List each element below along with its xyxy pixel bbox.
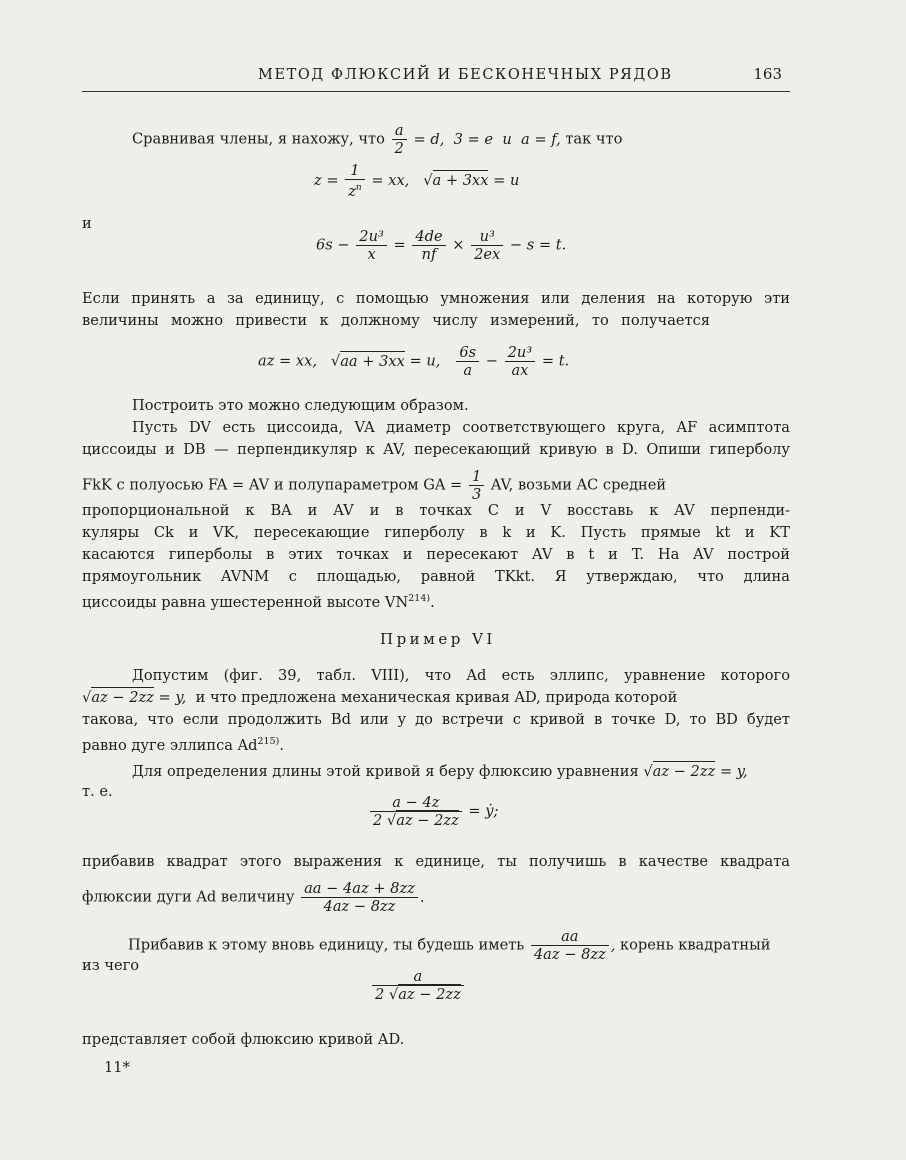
paragraph-ellipse-l1: Допустим (фиг. 39, табл. VIII), что Ad есть эллипс, уравнение которого <box>132 667 790 684</box>
paragraph-cissoid-l1: Пусть DV есть циссоида, VA диаметр соответствующего круга, AF асимптота <box>132 419 790 436</box>
paragraph-compare-terms: Сравнивая члены, я нахожу, что $\frac{a}{2}$ = d, 3 = e и a = f, так что <box>132 122 623 157</box>
paragraph-cissoid-l4: пропорциональной к BA и AV и в точках C и V восставь к AV перпенди- <box>82 502 790 519</box>
paragraph-fluxion-l1: Для определения длины этой кривой я беру флюксию уравнения √az − 2zz = y, <box>132 763 748 780</box>
running-header <box>258 64 786 88</box>
page-number: 163 <box>753 65 782 83</box>
paragraph-cissoid-l3: FkK с полуосью FA = AV и полупараметром GA = $\frac{1}{3}$ AV, возьми AC средней <box>82 468 667 503</box>
formula-6s: 6s − $\frac{\text{2u³}}{x}$ = $\frac{4de}{nf}$ × $\frac{\text{u³}}{2ex}$ − s = t. <box>316 228 567 263</box>
paragraph-ellipse-l3: такова, что если продолжить Bd или y до встречи с кривой в точке D, то BD будет <box>82 711 790 728</box>
paragraph-cissoid-l5: куляры Ck и VK, пересекающие гиперболу в k и K. Пусть прямые kt и KT <box>82 524 790 541</box>
footnote-ref-214: 214) <box>408 593 431 604</box>
formula-ellipse-repeat: √az − 2zz = y, <box>643 763 748 780</box>
paragraph-unit-l1: Если принять a за единицу, с помощью умножения или деления на которую эти <box>82 290 790 307</box>
paragraph-construct: Построить это можно следующим образом. <box>132 397 469 414</box>
signature-mark: 11* <box>104 1059 130 1076</box>
formula-fluxion-y: $\frac{a - 4z}{2 √az - 2zz}$ = ẏ; <box>368 794 498 829</box>
header-rule <box>82 91 790 92</box>
paragraph-unit-l2: величины можно привести к должному числу измерений, то получается <box>82 312 710 329</box>
paragraph-cissoid-l2: циссоиды и DB — перпендикуляр к AV, пересекающий кривую в D. Опиши гиперболу <box>82 441 790 458</box>
paragraph-conclusion: представляет собой флюксию кривой AD. <box>82 1031 405 1048</box>
paragraph-square-l1: прибавив квадрат этого выражения к единице, ты получишь в качестве квадрата <box>82 853 790 870</box>
formula-arc-square: $\frac{aa - 4az + 8zz}{4az - 8zz}$ . <box>299 889 424 906</box>
paragraph-ellipse-l2: √az − 2zz = y, и что предложена механическая кривая AD, природа которой <box>82 689 678 706</box>
formula-curve-fluxion: $\frac{a}{2 √az - 2zz}$ <box>370 968 466 1003</box>
formula-coefficients: $\frac{a}{2}$ = d, 3 = e и a = f, <box>390 131 566 148</box>
formula-z-xx: z = $\frac{1}{z^n}$ = xx, √a + 3xx = u <box>314 162 520 200</box>
fraction-one-third: $\frac{1}{3}$ <box>467 477 486 494</box>
footnote-ref-215: 215) <box>257 736 280 747</box>
formula-aa-over: $\frac{aa}{4az - 8zz}$ , <box>529 937 615 954</box>
paragraph-square-l2: флюксии дуги Ad величину $\frac{aa - 4az + 8zz}{4az - 8zz}$ . <box>82 880 425 915</box>
paragraph-ellipse-l4: равно дуге эллипса Ad$^{215)}$. <box>82 736 284 754</box>
paragraph-fluxion-l2: т. е. <box>82 783 113 800</box>
formula-az: az = xx, √aa + 3xx = u, $\frac{6s}{a}$ − $\frac{\text{2u³}}{ax}$ = t. <box>258 344 570 379</box>
paragraph-root-l2: из чего <box>82 957 140 974</box>
paragraph-cissoid-l7: прямоугольник AVNM с площадью, равной TKkt. Я утверждаю, что длина <box>82 568 790 585</box>
formula-ellipse: √az − 2zz = y, <box>82 689 187 706</box>
paragraph-root-l1: Прибавив к этому вновь единицу, ты будешь иметь $\frac{aa}{4az - 8zz}$ , корень квадратный <box>128 928 771 963</box>
running-title: МЕТОД ФЛЮКСИЙ И БЕСКОНЕЧНЫХ РЯДОВ <box>258 67 673 83</box>
paragraph-cissoid-l8: циссоиды равна ушестеренной высоте VN$^{214)}$. <box>82 593 435 611</box>
example-heading: Пример VI <box>380 630 496 648</box>
conjunction-and: и <box>82 215 92 232</box>
paragraph-cissoid-l6: касаются гиперболы в этих точках и пересекают AV в t и T. На AV построй <box>82 546 790 563</box>
